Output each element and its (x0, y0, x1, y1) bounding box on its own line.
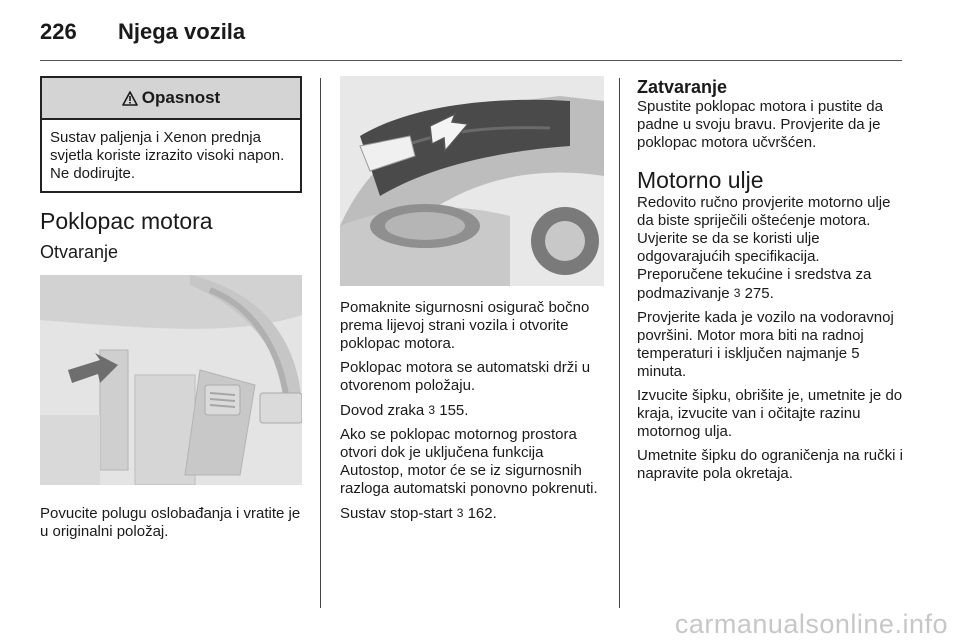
engine-oil-p1-ref: 275. (744, 285, 774, 302)
column-divider-2 (619, 78, 620, 608)
column-divider-1 (320, 78, 321, 608)
engine-oil-p1-text: Redovito ručno provjerite motorno ulje da biste spriječili oštećenje motora. Uvjerite se da se koristi ulje odgovarajućih specifikacija. Preporučene tekućine i sredstva za podmazivanje (637, 194, 891, 302)
ref-arrow-icon: 3 (733, 286, 741, 300)
opening-caption: Povucite polugu oslobađanja i vratite je u originalni položaj. (40, 505, 301, 540)
hood-release-lever-illustration (40, 275, 302, 485)
engine-oil-paragraph-1 (637, 194, 907, 303)
warning-text: Sustav paljenja i Xenon prednja svjetla koriste izrazito visoki napon. Ne dodirujte. (50, 129, 285, 182)
watermark: carmanualsonline.info (674, 609, 948, 639)
engine-oil-paragraph-4: Umetnite šipku do ograničenja na ručki i napravite pola okretaja. (637, 447, 903, 482)
section-title: Poklopac motora (40, 208, 213, 234)
column-2 (340, 76, 604, 523)
column-3 (637, 76, 907, 483)
page-number: 226 (40, 19, 77, 44)
col2-p3-text: Dovod zraka (340, 402, 429, 419)
col2-p3-ref: 155. (439, 402, 469, 419)
col2-p5-text: Sustav stop-start (340, 505, 457, 522)
warning-header (42, 78, 300, 120)
closing-title: Zatvaranje (637, 77, 728, 97)
page-title: Njega vozila (118, 19, 246, 44)
col2-p5-ref: 162. (467, 505, 497, 522)
col2-paragraph-5 (340, 504, 604, 523)
ref-arrow-icon: 3 (456, 506, 464, 520)
closing-text: Spustite poklopac motora i pustite da padne u svoju bravu. Provjerite da je poklopac motora učvršćen. (637, 98, 883, 151)
engine-oil-paragraph-3: Izvucite šipku, obrišite je, umetnite je do kraja, izvucite van i očitajte razinu motornog ulja. (637, 387, 903, 440)
col2-paragraph-4: Ako se poklopac motornog prostora otvori dok je uključena funkcija Autostop, motor će se iz sigurnosnih razloga automatski ponovno pokrenuti. (340, 426, 598, 497)
engine-oil-paragraph-2: Provjerite kada je vozilo na vodoravnoj površini. Motor mora biti na radnoj temperaturi i isključen najmanje 5 minuta. (637, 309, 894, 380)
engine-oil-title: Motorno ulje (637, 167, 764, 193)
page-header (40, 14, 245, 50)
col2-paragraph-2: Poklopac motora se automatski drži u otvorenom položaju. (340, 359, 591, 394)
opening-title: Otvaranje (40, 242, 119, 262)
warning-triangle-icon (122, 91, 138, 106)
col2-paragraph-1: Pomaknite sigurnosni osigurač bočno prema lijevoj strani vozila i otvorite poklopac motora. (340, 299, 590, 352)
ref-arrow-icon: 3 (428, 403, 436, 417)
hood-opening-illustration (340, 76, 604, 286)
header-rule (40, 60, 902, 61)
column-1 (40, 76, 302, 541)
col2-paragraph-3 (340, 401, 604, 420)
warning-title: Opasnost (141, 88, 221, 107)
warning-box (40, 76, 302, 193)
